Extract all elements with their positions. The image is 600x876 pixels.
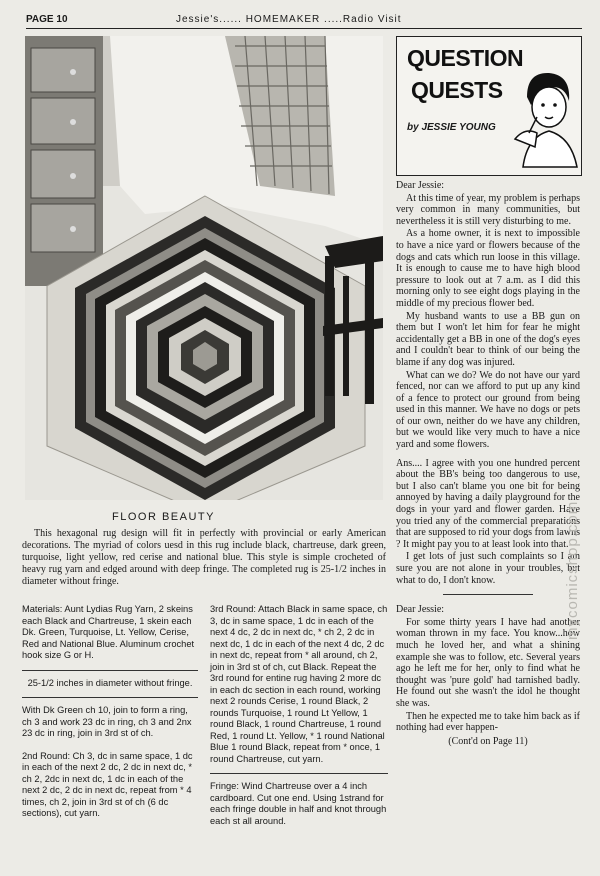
intro-paragraph: This hexagonal rug design will fit in perfectly with provincial or early American decorations. The myriad of colors uesd in this rug include black, chartreuse, dark green, turquoise, light yellow, red cerise and national blue. This style is simple crocheted of heavy rug yarn and edged around with deep fringe. The completed rug is 25-1/2 inches in diameter without fringe. bbox=[22, 528, 386, 587]
dresser bbox=[25, 36, 103, 286]
divider bbox=[22, 697, 198, 698]
column-title-line2: QUESTS bbox=[411, 77, 503, 103]
answer-paragraph: I get lots of just such complaints so I am sure you are not alone in your troubles, but what to do, I don't know. bbox=[396, 551, 580, 586]
divider bbox=[210, 773, 388, 774]
watermark-text: mycomicshop.com bbox=[564, 500, 581, 640]
round3-text: 3rd Round: Attach Black in same space, ch 3, dc in same space, 1 dc in each of the next 4 dc, 2 dc in next dc, * ch 2, 2 dc in next dc, 1 dc in each of the next 4 dc, 2 dc in next dc, repeat from * all around, ch 2, join in 3rd st of ch, cut Black. Repeat the 3rd round for entine rug having 2 more dc in each dc section in each round, working next 2 rounds Cerise, 1 round Black, 2 rounds Turquoise, 1 round Lt Yellow, 1 round Black, 1 round Chartreuse, 1 round Red, 1 round Lt. Yellow, * 1 round National Blue 1 round Black, repeat from * once, 1 round Chartreuse, cut yarn. bbox=[210, 604, 388, 764]
header-rule bbox=[26, 28, 582, 29]
running-title: Jessie's...... HOMEMAKER .....Radio Visit bbox=[176, 14, 402, 25]
rug-photo bbox=[25, 36, 383, 500]
letter2-salutation: Dear Jessie: bbox=[396, 604, 445, 616]
continued-note: (Cont'd on Page 11) bbox=[448, 735, 528, 747]
page-header bbox=[26, 10, 582, 30]
divider bbox=[22, 670, 198, 671]
letter2-paragraph: For some thirty years I have had another woman thrown in my face. You know...how much he loved her, and what a shining example she was to follow, etc. Several years ago he left me for her, only to find what he thought was 'pure gold' had tarnished badly. He found out she wasn't the idol he thought she was. bbox=[396, 616, 580, 709]
column-title-line1: QUESTION bbox=[407, 45, 524, 71]
watermark bbox=[564, 501, 581, 640]
letter2-paragraph: Then he expected me to take him back as if nothing had ever happen- bbox=[396, 710, 580, 734]
round2-text: 2nd Round: Ch 3, dc in same space, 1 dc in each of the next 2 dc, 2 dc in next dc, * ch 2, 2dc in next dc, 1 dc in each of the next 2 dc, 2 dc in next dc, repeat from * 4 times, ch 2, join in 3rd st of ch (6 dc sections), cut yarn. bbox=[22, 750, 193, 818]
instructions-column-2 bbox=[210, 604, 388, 827]
instructions-column-1 bbox=[22, 604, 198, 820]
article-caption: FLOOR BEAUTY bbox=[112, 511, 215, 523]
letter1-salutation: Dear Jessie: bbox=[396, 180, 445, 191]
article-intro bbox=[22, 528, 386, 588]
letter1-paragraph: My husband wants to use a BB gun on them but I won't let him for fear he might accidentally get a BB in one of the dog's eyes and I couldn't bear to think of our being the blame if any dog was injured. bbox=[396, 310, 580, 368]
rug-photo-illustration bbox=[25, 36, 383, 500]
letter1-paragraph: At this time of year, my problem is perhaps very common in many communities, but nevertheless it is still very disturbing to me. bbox=[396, 192, 580, 227]
letter1-paragraph: What can we do? We do not have our yard fenced, nor can we afford to put up any kind of a fence to protect our ground from being used in this manner. We have no dogs or pets of our own, neither do we have any children, but we would like very much to have a nice yard and some flowers. bbox=[396, 369, 580, 451]
advice-column bbox=[396, 178, 580, 748]
answer-paragraph: Ans.... I agree with you one hundred percent about the BB's being too dangerous to use, but I also can't blame you one bit for being annoyed by having a daily playground for the dogs in your yard and flower garden. Have you tried any of the commercial preparations that are supposed to rid your dogs from lawns ? It might pay you to at least look into that. bbox=[396, 457, 580, 550]
divider bbox=[443, 594, 533, 595]
column-byline: by JESSIE YOUNG bbox=[407, 122, 496, 133]
woman-illustration-icon bbox=[507, 67, 581, 175]
letter1-paragraph: As a home owner, it is next to impossible to have a nice yard or flowers because of the dogs and cats which run loose in this village. It is enough to cause me to have high blood pressure to look out at 7 a.m. as I did this morning only to see eight dogs playing in the middle of my precious flower bed. bbox=[396, 228, 580, 309]
size-text: 25-1/2 inches in diameter without fringe. bbox=[27, 677, 193, 688]
materials-text: Materials: Aunt Lydias Rug Yarn, 2 skeins each Black and Chartreuse, 1 skein each Dk. Green, Turquoise, Lt. Yellow, Cerise, Red and National Blue. Aluminum crochet hook size G or H. bbox=[22, 604, 195, 660]
question-quests-masthead bbox=[396, 36, 582, 176]
start-text: With Dk Green ch 10, join to form a ring, ch 3 and work 23 dc in ring, ch 3 and 2nx 23 dc in ring, join in 3rd st of ch. bbox=[22, 705, 192, 738]
page-number: PAGE 10 bbox=[26, 14, 68, 25]
fringe-text: Fringe: Wind Chartreuse over a 4 inch cardboard. Cut one end. Using 1strand for each fringe double in half and knot through each st all around. bbox=[210, 781, 387, 826]
